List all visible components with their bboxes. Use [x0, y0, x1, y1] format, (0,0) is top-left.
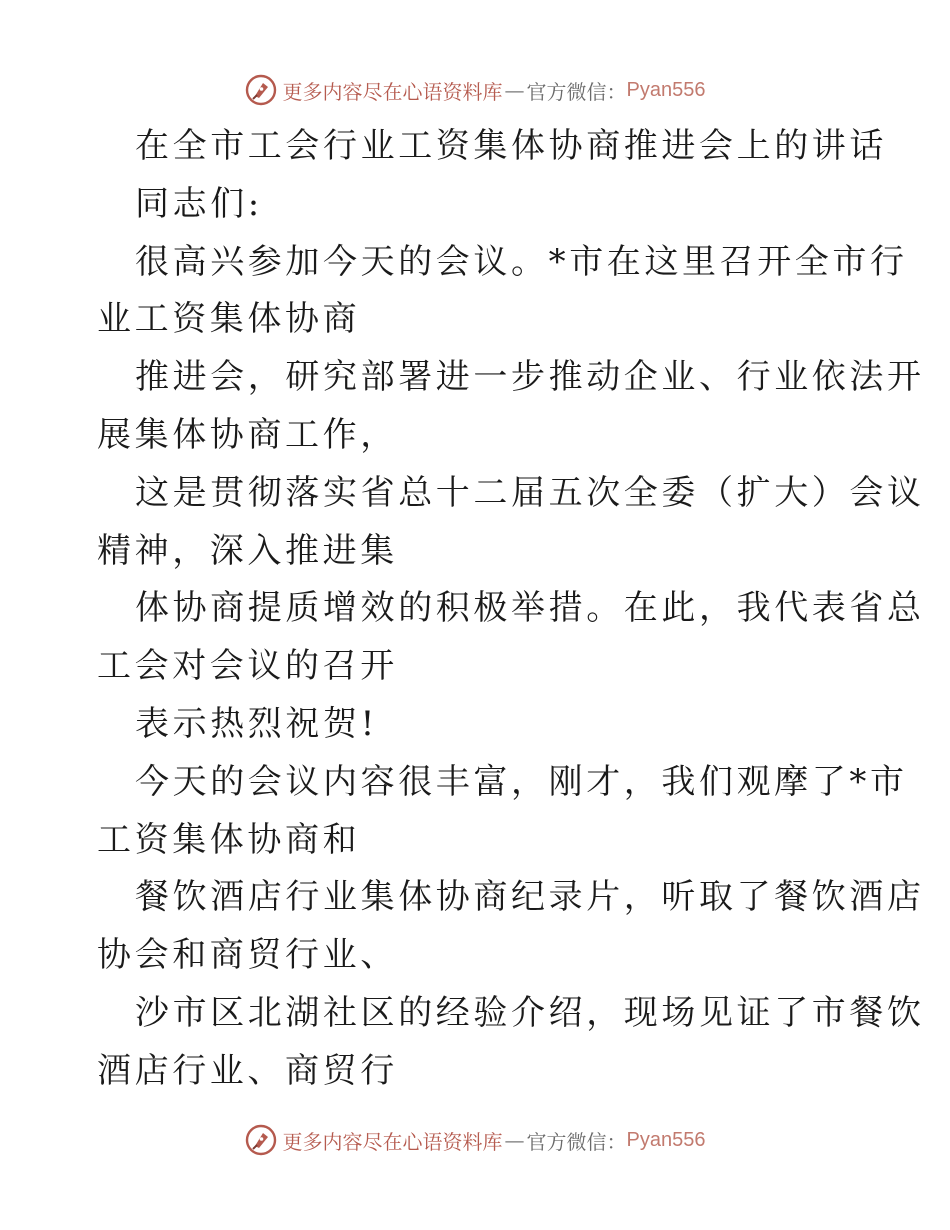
paragraph-line: 工会对会议的召开: [97, 646, 398, 687]
paragraph-line: 这是贯彻落实省总十二届五次全委（扩大）会议: [135, 472, 925, 513]
document-title: 在全市工会行业工资集体协商推进会上的讲话: [135, 126, 887, 166]
paragraph-line: 体协商提质增效的积极举措。在此，我代表省总: [135, 588, 925, 629]
footer-banner: [0, 1120, 950, 1160]
banner-site-text: 更多内容尽在心语资料库: [282, 79, 503, 104]
banner-separator: —: [504, 78, 525, 102]
banner-account: Pyan556: [626, 1128, 706, 1151]
paragraph-line: 餐饮酒店行业集体协商纪录片，听取了餐饮酒店: [135, 877, 925, 918]
paragraph-line: 沙市区北湖社区的经验介绍，现场见证了市餐饮: [135, 992, 925, 1033]
paragraph-line: 业工资集体协商: [97, 299, 361, 340]
paragraph-line: 今天的会议内容很丰富，刚才，我们观摩了*市: [135, 761, 908, 802]
paragraph-line: 酒店行业、商贸行: [97, 1050, 398, 1091]
paragraph-line: 展集体协商工作，: [97, 414, 398, 455]
salutation: 同志们:: [135, 183, 263, 224]
paragraph-line: 协会和商贸行业、: [97, 935, 398, 976]
pen-nib-logo-icon: [245, 1124, 277, 1156]
paragraph-line: 很高兴参加今天的会议。*市在这里召开全市行: [135, 241, 908, 282]
banner-separator: —: [504, 1128, 525, 1152]
paragraph-line: 工资集体协商和: [97, 819, 361, 860]
banner-wechat-label: 官方微信：: [526, 1129, 627, 1154]
paragraph-line: 表示热烈祝贺!: [135, 703, 378, 744]
banner-account: Pyan556: [626, 78, 706, 101]
header-banner: [0, 70, 950, 110]
paragraph-line: 推进会，研究部署进一步推动企业、行业依法开: [135, 357, 925, 398]
paragraph-line: 精神，深入推进集: [97, 530, 398, 571]
document-body: [97, 118, 925, 1101]
banner-site-text: 更多内容尽在心语资料库: [282, 1129, 503, 1154]
banner-wechat-label: 官方微信：: [526, 79, 627, 104]
pen-nib-logo-icon: [245, 74, 277, 106]
